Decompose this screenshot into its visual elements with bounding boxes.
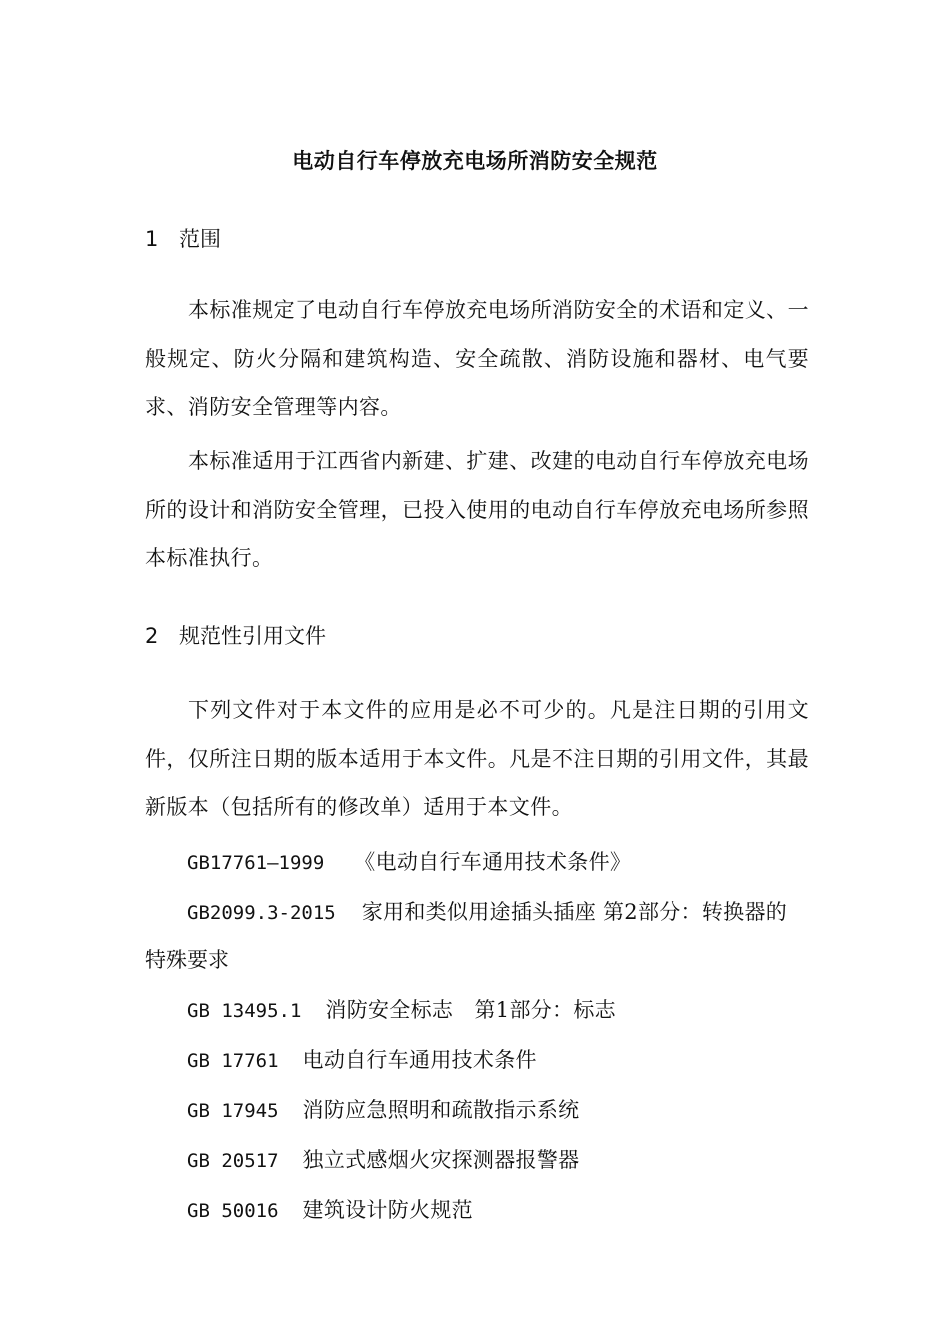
reference-code: GB 13495.1 xyxy=(187,1000,302,1022)
section-title: 规范性引用文件 xyxy=(179,624,326,648)
applicability-paragraph: 本标准适用于江西省内新建、扩建、改建的电动自行车停放充电场所的设计和消防安全管理，已投入使用的电动自行车停放充电场所参照本标准执行。 xyxy=(145,449,809,570)
section-number: 2 xyxy=(145,624,159,648)
section-number: 1 xyxy=(145,227,159,251)
reference-item xyxy=(187,1194,473,1224)
reference-item xyxy=(187,1094,579,1124)
reference-item xyxy=(187,896,787,926)
document-title: 电动自行车停放充电场所消防安全规范 xyxy=(292,148,658,173)
references-intro-paragraph: 下列文件对于本文件的应用是必不可少的。凡是注日期的引用文件，仅所注日期的版本适用于本文件。凡是不注日期的引用文件，其最新版本（包括所有的修改单）适用于本文件。 xyxy=(145,698,809,819)
reference-item xyxy=(187,994,616,1024)
reference-name-continued: 特殊要求 xyxy=(145,948,229,972)
reference-code: GB2099.3-2015 xyxy=(187,902,336,924)
reference-code: GB 50016 xyxy=(187,1200,279,1222)
reference-name: 消防应急照明和疏散指示系统 xyxy=(302,1098,580,1122)
section-title: 范围 xyxy=(179,227,221,251)
reference-code: GB 17945 xyxy=(187,1100,279,1122)
section-heading-scope xyxy=(145,223,221,253)
reference-item xyxy=(187,1044,537,1074)
reference-item xyxy=(187,1144,579,1174)
reference-name: 独立式感烟火灾探测器报警器 xyxy=(302,1148,580,1172)
section-heading-references xyxy=(145,620,326,650)
reference-code: GB 17761 xyxy=(187,1050,279,1072)
reference-item xyxy=(187,846,631,876)
reference-name: 消防安全标志 第1部分：标志 xyxy=(325,998,616,1022)
reference-name: 建筑设计防火规范 xyxy=(302,1198,473,1222)
reference-code: GB17761—1999 xyxy=(187,852,325,874)
scope-paragraph: 本标准规定了电动自行车停放充电场所消防安全的术语和定义、一般规定、防火分隔和建筑构造、安全疏散、消防设施和器材、电气要求、消防安全管理等内容。 xyxy=(145,298,809,419)
reference-name: 电动自行车通用技术条件 xyxy=(302,1048,537,1072)
reference-code: GB 20517 xyxy=(187,1150,279,1172)
reference-name: 家用和类似用途插头插座 第2部分：转换器的 xyxy=(361,900,788,924)
reference-name: 《电动自行车通用技术条件》 xyxy=(354,850,632,874)
